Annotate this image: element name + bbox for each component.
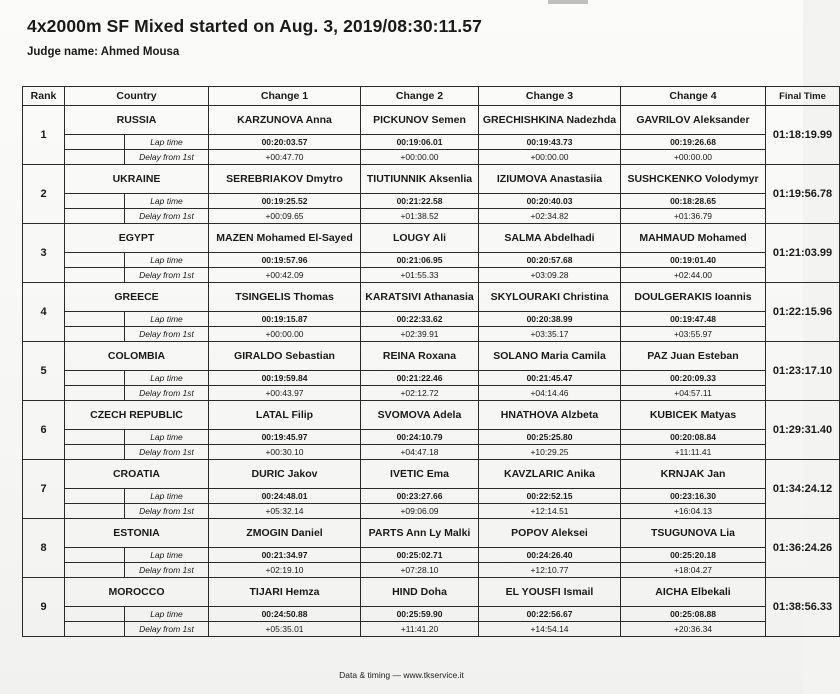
lap-time-cell: 00:19:43.73 xyxy=(479,135,621,150)
final-time-cell: 01:22:15.96 xyxy=(766,283,840,342)
delay-label: Delay from 1st xyxy=(125,504,209,519)
athlete-cell: GIRALDO Sebastian xyxy=(209,342,361,371)
delay-cell: +12:14.51 xyxy=(479,504,621,519)
team-row-delays xyxy=(23,327,840,342)
delay-label: Delay from 1st xyxy=(125,622,209,637)
athlete-cell: MAHMAUD Mohamed xyxy=(621,224,766,253)
header-change-3: Change 3 xyxy=(479,87,621,106)
judge-label: Judge name: xyxy=(27,46,98,58)
athlete-cell: SVOMOVA Adela xyxy=(361,401,479,430)
lap-time-cell: 00:24:26.40 xyxy=(479,548,621,563)
delay-label: Delay from 1st xyxy=(125,327,209,342)
lap-time-cell: 00:25:20.18 xyxy=(621,548,766,563)
team-row-athletes xyxy=(23,401,840,430)
athlete-cell: HIND Doha xyxy=(361,578,479,607)
athlete-cell: KRNJAK Jan xyxy=(621,460,766,489)
label-spacer xyxy=(65,312,125,327)
results-table xyxy=(22,86,840,637)
country-cell: UKRAINE xyxy=(65,165,209,194)
rank-cell: 2 xyxy=(23,165,65,224)
lap-time-cell: 00:19:01.40 xyxy=(621,253,766,268)
lap-time-cell: 00:21:06.95 xyxy=(361,253,479,268)
athlete-cell: EL YOUSFI Ismail xyxy=(479,578,621,607)
lap-time-cell: 00:23:16.30 xyxy=(621,489,766,504)
label-spacer xyxy=(65,327,125,342)
rank-cell: 1 xyxy=(23,106,65,165)
team-row-laps xyxy=(23,548,840,563)
lap-time-cell: 00:19:15.87 xyxy=(209,312,361,327)
table-header-row xyxy=(23,87,840,106)
delay-cell: +03:09.28 xyxy=(479,268,621,283)
final-time-cell: 01:36:24.26 xyxy=(766,519,840,578)
lap-time-label: Lap time xyxy=(125,607,209,622)
final-time-cell: 01:19:56.78 xyxy=(766,165,840,224)
lap-time-cell: 00:19:45.97 xyxy=(209,430,361,445)
lap-time-cell: 00:19:57.96 xyxy=(209,253,361,268)
delay-cell: +11:41.20 xyxy=(361,622,479,637)
delay-cell: +10:29.25 xyxy=(479,445,621,460)
lap-time-cell: 00:19:47.48 xyxy=(621,312,766,327)
rank-cell: 7 xyxy=(23,460,65,519)
athlete-cell: HNATHOVA Alzbeta xyxy=(479,401,621,430)
lap-time-cell: 00:19:26.68 xyxy=(621,135,766,150)
athlete-cell: SOLANO Maria Camila xyxy=(479,342,621,371)
athlete-cell: PARTS Ann Ly Malki xyxy=(361,519,479,548)
country-cell: MOROCCO xyxy=(65,578,209,607)
header-rank: Rank xyxy=(23,87,65,106)
athlete-cell: POPOV Aleksei xyxy=(479,519,621,548)
athlete-cell: KUBICEK Matyas xyxy=(621,401,766,430)
athlete-cell: TSINGELIS Thomas xyxy=(209,283,361,312)
team-row-athletes xyxy=(23,578,840,607)
team-row-laps xyxy=(23,489,840,504)
lap-time-cell: 00:22:52.15 xyxy=(479,489,621,504)
athlete-cell: KAVZLARIC Anika xyxy=(479,460,621,489)
country-cell: ESTONIA xyxy=(65,519,209,548)
athlete-cell: KARZUNOVA Anna xyxy=(209,106,361,135)
delay-cell: +02:44.00 xyxy=(621,268,766,283)
delay-cell: +00:00.00 xyxy=(621,150,766,165)
header-change-2: Change 2 xyxy=(361,87,479,106)
team-row-delays xyxy=(23,445,840,460)
delay-cell: +00:42.09 xyxy=(209,268,361,283)
label-spacer xyxy=(65,445,125,460)
lap-time-label: Lap time xyxy=(125,548,209,563)
lap-time-cell: 00:21:22.46 xyxy=(361,371,479,386)
final-time-cell: 01:34:24.12 xyxy=(766,460,840,519)
delay-cell: +00:00.00 xyxy=(479,150,621,165)
country-cell: CROATIA xyxy=(65,460,209,489)
athlete-cell: TIJARI Hemza xyxy=(209,578,361,607)
lap-time-cell: 00:20:09.33 xyxy=(621,371,766,386)
team-row-delays xyxy=(23,386,840,401)
label-spacer xyxy=(65,268,125,283)
lap-time-cell: 00:21:22.58 xyxy=(361,194,479,209)
delay-cell: +00:30.10 xyxy=(209,445,361,460)
delay-label: Delay from 1st xyxy=(125,386,209,401)
header-final-time: Final Time xyxy=(766,87,840,106)
final-time-cell: 01:38:56.33 xyxy=(766,578,840,637)
lap-time-cell: 00:19:59.84 xyxy=(209,371,361,386)
delay-cell: +07:28.10 xyxy=(361,563,479,578)
rank-cell: 6 xyxy=(23,401,65,460)
label-spacer xyxy=(65,563,125,578)
team-row-laps xyxy=(23,312,840,327)
final-time-cell: 01:29:31.40 xyxy=(766,401,840,460)
results-body xyxy=(23,106,840,637)
delay-cell: +02:39.91 xyxy=(361,327,479,342)
header-country: Country xyxy=(65,87,209,106)
athlete-cell: DOULGERAKIS Ioannis xyxy=(621,283,766,312)
athlete-cell: DURIC Jakov xyxy=(209,460,361,489)
label-spacer xyxy=(65,150,125,165)
team-row-athletes xyxy=(23,519,840,548)
final-time-cell: 01:23:17.10 xyxy=(766,342,840,401)
delay-label: Delay from 1st xyxy=(125,268,209,283)
delay-cell: +04:47.18 xyxy=(361,445,479,460)
lap-time-cell: 00:25:02.71 xyxy=(361,548,479,563)
athlete-cell: AICHA Elbekali xyxy=(621,578,766,607)
team-row-athletes xyxy=(23,283,840,312)
lap-time-label: Lap time xyxy=(125,135,209,150)
lap-time-label: Lap time xyxy=(125,253,209,268)
lap-time-cell: 00:20:40.03 xyxy=(479,194,621,209)
team-row-laps xyxy=(23,371,840,386)
athlete-cell: SALMA Abdelhadi xyxy=(479,224,621,253)
athlete-cell: IZIUMOVA Anastasiia xyxy=(479,165,621,194)
delay-cell: +20:36.34 xyxy=(621,622,766,637)
label-spacer xyxy=(65,135,125,150)
team-row-athletes xyxy=(23,460,840,489)
delay-cell: +04:57.11 xyxy=(621,386,766,401)
lap-time-label: Lap time xyxy=(125,312,209,327)
athlete-cell: GAVRILOV Aleksander xyxy=(621,106,766,135)
rank-cell: 8 xyxy=(23,519,65,578)
delay-cell: +02:12.72 xyxy=(361,386,479,401)
delay-cell: +03:55.97 xyxy=(621,327,766,342)
delay-cell: +01:38.52 xyxy=(361,209,479,224)
delay-label: Delay from 1st xyxy=(125,563,209,578)
delay-cell: +00:00.00 xyxy=(209,327,361,342)
athlete-cell: TSUGUNOVA Lia xyxy=(621,519,766,548)
scan-artifact xyxy=(548,0,588,4)
lap-time-cell: 00:25:59.90 xyxy=(361,607,479,622)
rank-cell: 3 xyxy=(23,224,65,283)
athlete-cell: LOUGY Ali xyxy=(361,224,479,253)
delay-label: Delay from 1st xyxy=(125,209,209,224)
athlete-cell: MAZEN Mohamed El-Sayed xyxy=(209,224,361,253)
judge-line xyxy=(27,46,179,58)
athlete-cell: SKYLOURAKI Christina xyxy=(479,283,621,312)
athlete-cell: PAZ Juan Esteban xyxy=(621,342,766,371)
delay-cell: +01:55.33 xyxy=(361,268,479,283)
athlete-cell: REINA Roxana xyxy=(361,342,479,371)
label-spacer xyxy=(65,194,125,209)
lap-time-label: Lap time xyxy=(125,430,209,445)
delay-label: Delay from 1st xyxy=(125,150,209,165)
lap-time-cell: 00:20:57.68 xyxy=(479,253,621,268)
delay-cell: +01:36.79 xyxy=(621,209,766,224)
lap-time-cell: 00:20:03.57 xyxy=(209,135,361,150)
country-cell: RUSSIA xyxy=(65,106,209,135)
athlete-cell: SUSHCKENKO Volodymyr xyxy=(621,165,766,194)
rank-cell: 4 xyxy=(23,283,65,342)
team-row-delays xyxy=(23,209,840,224)
final-time-cell: 01:18:19.99 xyxy=(766,106,840,165)
delay-cell: +14:54.14 xyxy=(479,622,621,637)
team-row-laps xyxy=(23,253,840,268)
lap-time-cell: 00:24:48.01 xyxy=(209,489,361,504)
team-row-delays xyxy=(23,563,840,578)
team-row-athletes xyxy=(23,342,840,371)
athlete-cell: SEREBRIAKOV Dmytro xyxy=(209,165,361,194)
footer-credit: Data & timing — www.tkservice.it xyxy=(339,670,464,680)
label-spacer xyxy=(65,548,125,563)
header-change-4: Change 4 xyxy=(621,87,766,106)
athlete-cell: IVETIC Ema xyxy=(361,460,479,489)
team-row-delays xyxy=(23,622,840,637)
label-spacer xyxy=(65,489,125,504)
lap-time-cell: 00:21:34.97 xyxy=(209,548,361,563)
team-row-laps xyxy=(23,194,840,209)
delay-cell: +02:34.82 xyxy=(479,209,621,224)
delay-cell: +05:32.14 xyxy=(209,504,361,519)
final-time-cell: 01:21:03.99 xyxy=(766,224,840,283)
label-spacer xyxy=(65,371,125,386)
delay-label: Delay from 1st xyxy=(125,445,209,460)
label-spacer xyxy=(65,430,125,445)
team-row-delays xyxy=(23,150,840,165)
team-row-athletes xyxy=(23,106,840,135)
team-row-athletes xyxy=(23,165,840,194)
lap-time-label: Lap time xyxy=(125,489,209,504)
delay-cell: +00:00.00 xyxy=(361,150,479,165)
lap-time-cell: 00:25:08.88 xyxy=(621,607,766,622)
delay-cell: +11:11.41 xyxy=(621,445,766,460)
header-change-1: Change 1 xyxy=(209,87,361,106)
lap-time-cell: 00:22:56.67 xyxy=(479,607,621,622)
page-title: 4x2000m SF Mixed started on Aug. 3, 2019/08:30:11.57 xyxy=(27,16,482,36)
label-spacer xyxy=(65,209,125,224)
delay-cell: +02:19.10 xyxy=(209,563,361,578)
country-cell: GREECE xyxy=(65,283,209,312)
lap-time-cell: 00:24:10.79 xyxy=(361,430,479,445)
athlete-cell: TIUTIUNNIK Aksenlia xyxy=(361,165,479,194)
delay-cell: +03:35.17 xyxy=(479,327,621,342)
country-cell: EGYPT xyxy=(65,224,209,253)
delay-cell: +00:47.70 xyxy=(209,150,361,165)
lap-time-cell: 00:25:25.80 xyxy=(479,430,621,445)
lap-time-label: Lap time xyxy=(125,194,209,209)
athlete-cell: LATAL Filip xyxy=(209,401,361,430)
delay-cell: +12:10.77 xyxy=(479,563,621,578)
label-spacer xyxy=(65,607,125,622)
athlete-cell: KARATSIVI Athanasia xyxy=(361,283,479,312)
lap-time-cell: 00:24:50.88 xyxy=(209,607,361,622)
team-row-laps xyxy=(23,430,840,445)
country-cell: COLOMBIA xyxy=(65,342,209,371)
lap-time-label: Lap time xyxy=(125,371,209,386)
lap-time-cell: 00:19:06.01 xyxy=(361,135,479,150)
rank-cell: 5 xyxy=(23,342,65,401)
label-spacer xyxy=(65,253,125,268)
lap-time-cell: 00:20:08.84 xyxy=(621,430,766,445)
label-spacer xyxy=(65,622,125,637)
lap-time-cell: 00:22:33.62 xyxy=(361,312,479,327)
lap-time-cell: 00:21:45.47 xyxy=(479,371,621,386)
athlete-cell: ZMOGIN Daniel xyxy=(209,519,361,548)
athlete-cell: GRECHISHKINA Nadezhda xyxy=(479,106,621,135)
lap-time-cell: 00:18:28.65 xyxy=(621,194,766,209)
lap-time-cell: 00:19:25.52 xyxy=(209,194,361,209)
team-row-laps xyxy=(23,607,840,622)
delay-cell: +16:04.13 xyxy=(621,504,766,519)
lap-time-cell: 00:23:27.66 xyxy=(361,489,479,504)
delay-cell: +09:06.09 xyxy=(361,504,479,519)
delay-cell: +04:14.46 xyxy=(479,386,621,401)
team-row-delays xyxy=(23,504,840,519)
country-cell: CZECH REPUBLIC xyxy=(65,401,209,430)
team-row-delays xyxy=(23,268,840,283)
delay-cell: +00:09.65 xyxy=(209,209,361,224)
judge-name: Ahmed Mousa xyxy=(100,46,180,58)
rank-cell: 9 xyxy=(23,578,65,637)
lap-time-cell: 00:20:38.99 xyxy=(479,312,621,327)
label-spacer xyxy=(65,386,125,401)
delay-cell: +18:04.27 xyxy=(621,563,766,578)
team-row-athletes xyxy=(23,224,840,253)
delay-cell: +05:35.01 xyxy=(209,622,361,637)
delay-cell: +00:43.97 xyxy=(209,386,361,401)
team-row-laps xyxy=(23,135,840,150)
label-spacer xyxy=(65,504,125,519)
athlete-cell: PICKUNOV Semen xyxy=(361,106,479,135)
